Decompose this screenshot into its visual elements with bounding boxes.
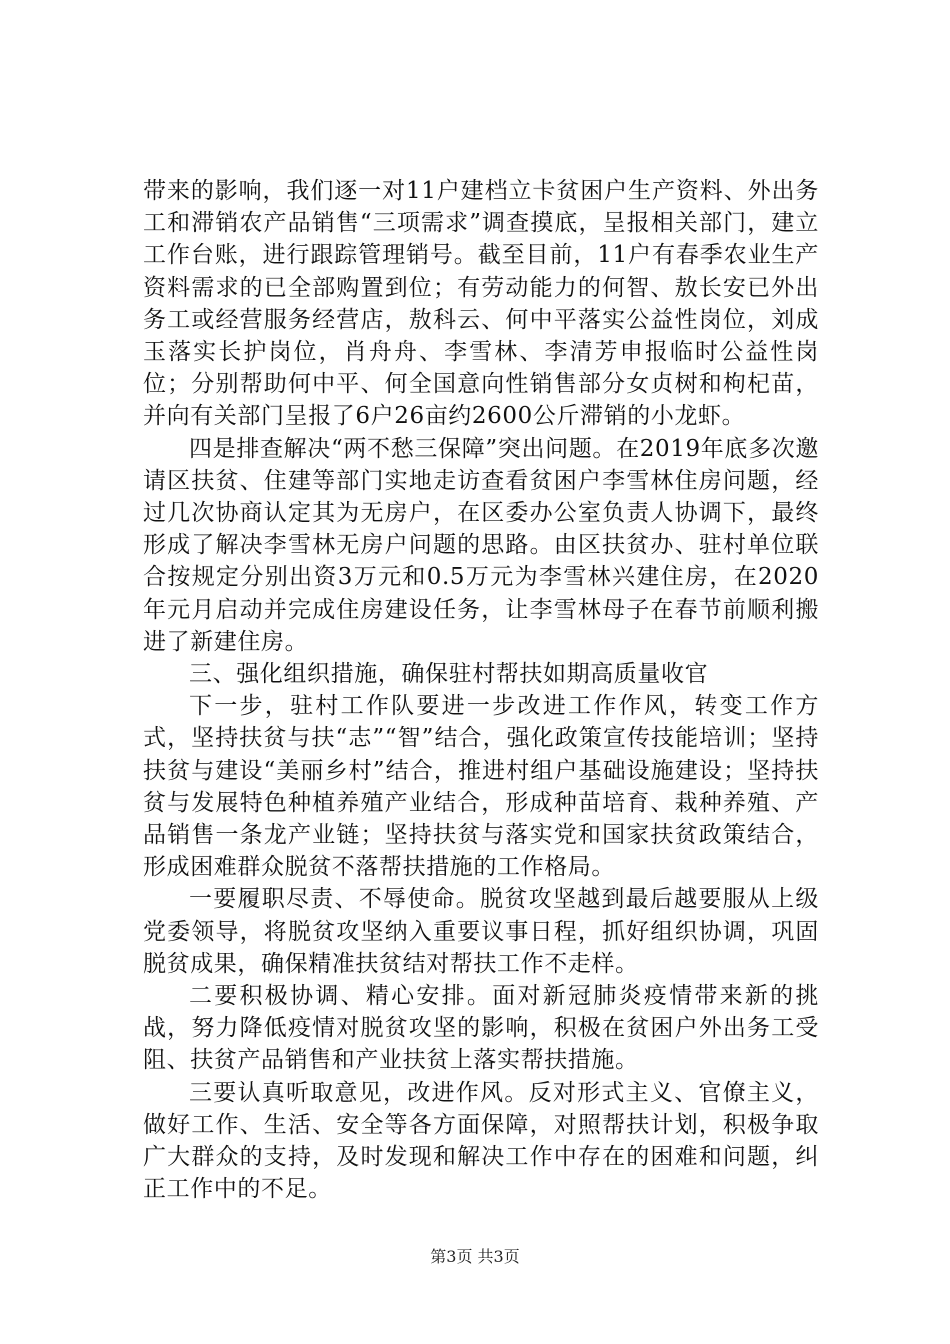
paragraph-housing-issue: 四是排查解决“两不愁三保障”突出问题。在2019年底多次邀请区扶贫、住建等部门实地走访查看贫困户李雪林住房问题，经过几次协商认定其为无房户，在区委办公室负责人协调下，最终形成了解决李雪林无房户问题的思路。由区扶贫办、驻村单位联合按规定分别出资3万元和0.5万元为李雪林兴建住房，在2020年元月启动并完成住房建设任务，让李雪林母子在春节前顺利搬进了新建住房。: [143, 435, 819, 655]
paragraph-point-three: 三要认真听取意见，改进作风。反对形式主义、官僚主义，做好工作、生活、安全等各方面保障，对照帮扶计划，积极争取广大群众的支持，及时发现和解决工作中存在的困难和问题，纠正工作中的不足。: [143, 1079, 819, 1203]
paragraph-point-one: 一要履职尽责、不辱使命。脱贫攻坚越到最后越要服从上级党委领导，将脱贫攻坚纳入重要议事日程，抓好组织协调，巩固脱贫成果，确保精准扶贫结对帮扶工作不走样。: [143, 886, 819, 977]
paragraph-continuation: 带来的影响，我们逐一对11户建档立卡贫困户生产资料、外出务工和滞销农产品销售“三项需求”调查摸底，呈报相关部门，建立工作台账，进行跟踪管理销号。截至目前，11户有春季农业生产资料需求的已全部购置到位；有劳动能力的何智、敖长安已外出务工或经营服务经营店，敖科云、何中平落实公益性岗位，刘成玉落实长护岗位，肖舟舟、李雪林、李清芳申报临时公益性岗位；分别帮助何中平、何全国意向性销售部分女贞树和枸杞苗，并向有关部门呈报了6户26亩约2600公斤滞销的小龙虾。: [143, 178, 819, 430]
paragraph-point-two: 二要积极协调、精心安排。面对新冠肺炎疫情带来新的挑战，努力降低疫情对脱贫攻坚的影响，积极在贫困户外出务工受阻、扶贫产品销售和产业扶贫上落实帮扶措施。: [143, 983, 819, 1074]
page-footer: 第3页 共3页: [430, 1247, 520, 1266]
section-heading: 三、强化组织措施，确保驻村帮扶如期高质量收官: [189, 661, 709, 688]
paragraph-next-steps: 下一步，驻村工作队要进一步改进工作作风，转变工作方式，坚持扶贫与扶“志”“智”结合，强化政策宣传技能培训；坚持扶贫与建设“美丽乡村”结合，推进村组户基础设施建设；坚持扶贫与发展特色种植养殖产业结合，形成种苗培育、栽种养殖、产品销售一条龙产业链；坚持扶贫与落实党和国家扶贫政策结合，形成困难群众脱贫不落帮扶措施的工作格局。: [143, 693, 819, 881]
document-body: [143, 175, 819, 1206]
